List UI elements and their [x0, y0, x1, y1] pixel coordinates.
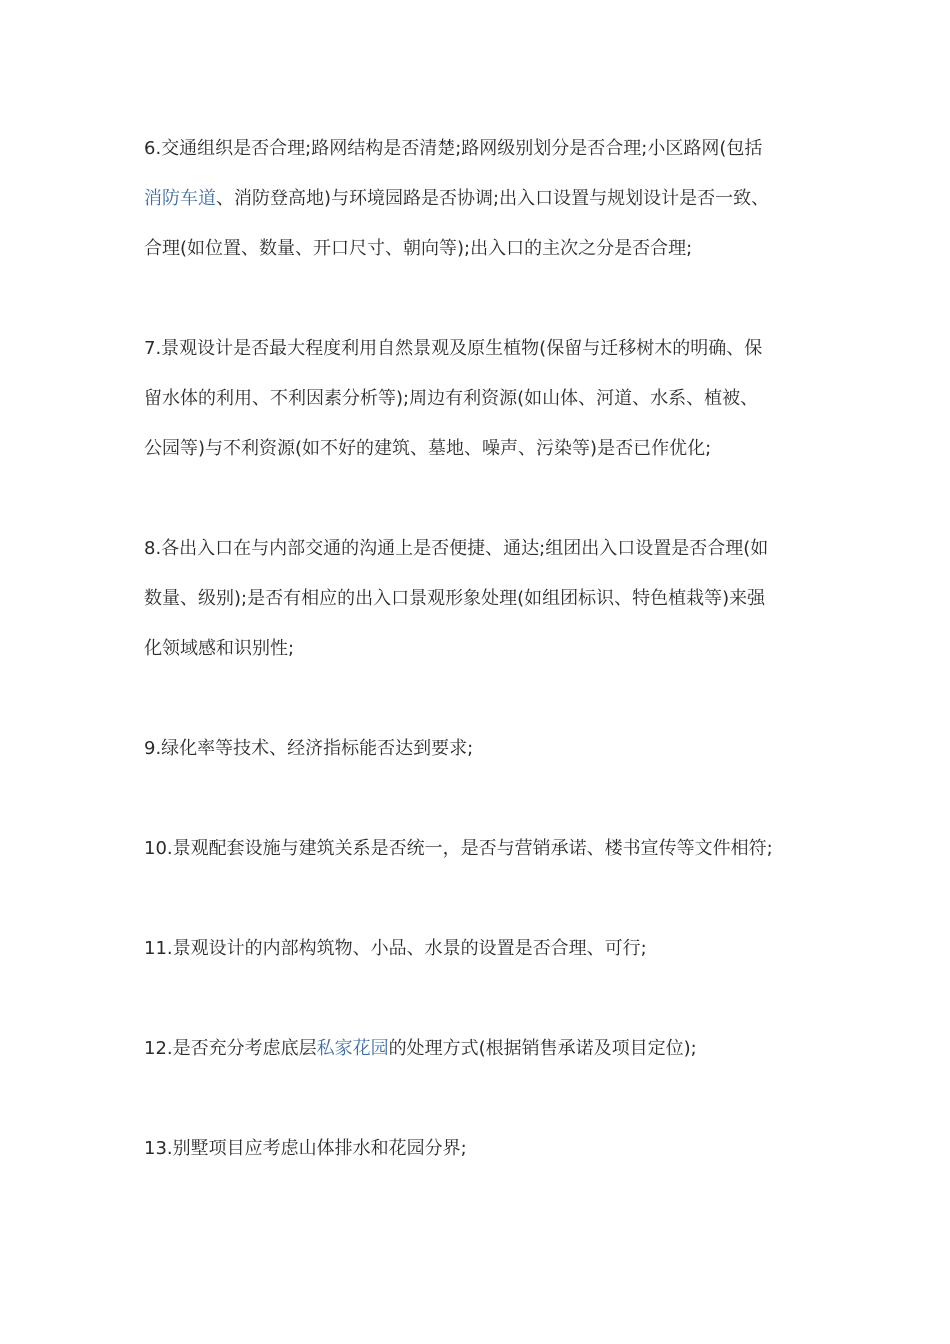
text-span: 10.景观配套设施与建筑关系是否统一，是否与营销承诺、楼书宣传等文件相符; — [144, 838, 773, 859]
text-span: 留水体的利用、不利因素分析等);周边有利资源(如山体、河道、水系、植被、 — [144, 388, 759, 409]
text-line — [144, 624, 824, 674]
paragraph — [144, 924, 824, 974]
text-line — [144, 1124, 824, 1174]
paragraph — [144, 1124, 824, 1174]
text-line — [144, 424, 824, 474]
paragraph — [144, 1024, 824, 1074]
paragraph — [144, 524, 824, 674]
text-line — [144, 924, 824, 974]
paragraph-gap — [144, 774, 824, 824]
text-line — [144, 174, 824, 224]
text-line — [144, 374, 824, 424]
text-span: 化领域感和识别性; — [144, 638, 295, 659]
paragraph — [144, 324, 824, 474]
text-span: 12.是否充分考虑底层 — [144, 1038, 317, 1059]
text-span: 数量、级别);是否有相应的出入口景观形象处理(如组团标识、特色植栽等)来强 — [144, 588, 766, 609]
text-span: 、消防登高地)与环境园路是否协调;出入口设置与规划设计是否一致、 — [216, 188, 770, 209]
text-line — [144, 324, 824, 374]
text-span: 8.各出入口在与内部交通的沟通上是否便捷、通达;组团出入口设置是否合理(如 — [144, 538, 769, 559]
text-span: 6.交通组织是否合理;路网结构是否清楚;路网级别划分是否合理;小区路网(包括 — [144, 138, 763, 159]
inline-link[interactable]: 消防车道 — [144, 188, 216, 209]
text-span: 7.景观设计是否最大程度利用自然景观及原生植物(保留与迁移树木的明确、保 — [144, 338, 763, 359]
paragraph-gap — [144, 474, 824, 524]
paragraph — [144, 124, 824, 274]
paragraph-gap — [144, 674, 824, 724]
text-line — [144, 824, 824, 874]
paragraph-gap — [144, 874, 824, 924]
inline-link[interactable]: 私家花园 — [316, 1038, 389, 1059]
text-line — [144, 1024, 824, 1074]
text-line — [144, 224, 824, 274]
paragraph-gap — [144, 274, 824, 324]
text-span: 13.别墅项目应考虑山体排水和花园分界; — [144, 1138, 467, 1159]
document-body — [144, 124, 824, 1174]
paragraph-gap — [144, 974, 824, 1024]
paragraph — [144, 724, 824, 774]
text-span: 的处理方式(根据销售承诺及项目定位); — [388, 1038, 697, 1059]
text-span: 11.景观设计的内部构筑物、小品、水景的设置是否合理、可行; — [144, 938, 647, 959]
text-line — [144, 524, 824, 574]
paragraph — [144, 824, 824, 874]
text-line — [144, 724, 824, 774]
text-line — [144, 124, 824, 174]
paragraph-gap — [144, 1074, 824, 1124]
text-line — [144, 574, 824, 624]
text-span: 合理(如位置、数量、开口尺寸、朝向等);出入口的主次之分是否合理; — [144, 238, 693, 259]
text-span: 公园等)与不利资源(如不好的建筑、墓地、噪声、污染等)是否已作优化; — [144, 438, 712, 459]
text-span: 9.绿化率等技术、经济指标能否达到要求; — [144, 738, 474, 759]
